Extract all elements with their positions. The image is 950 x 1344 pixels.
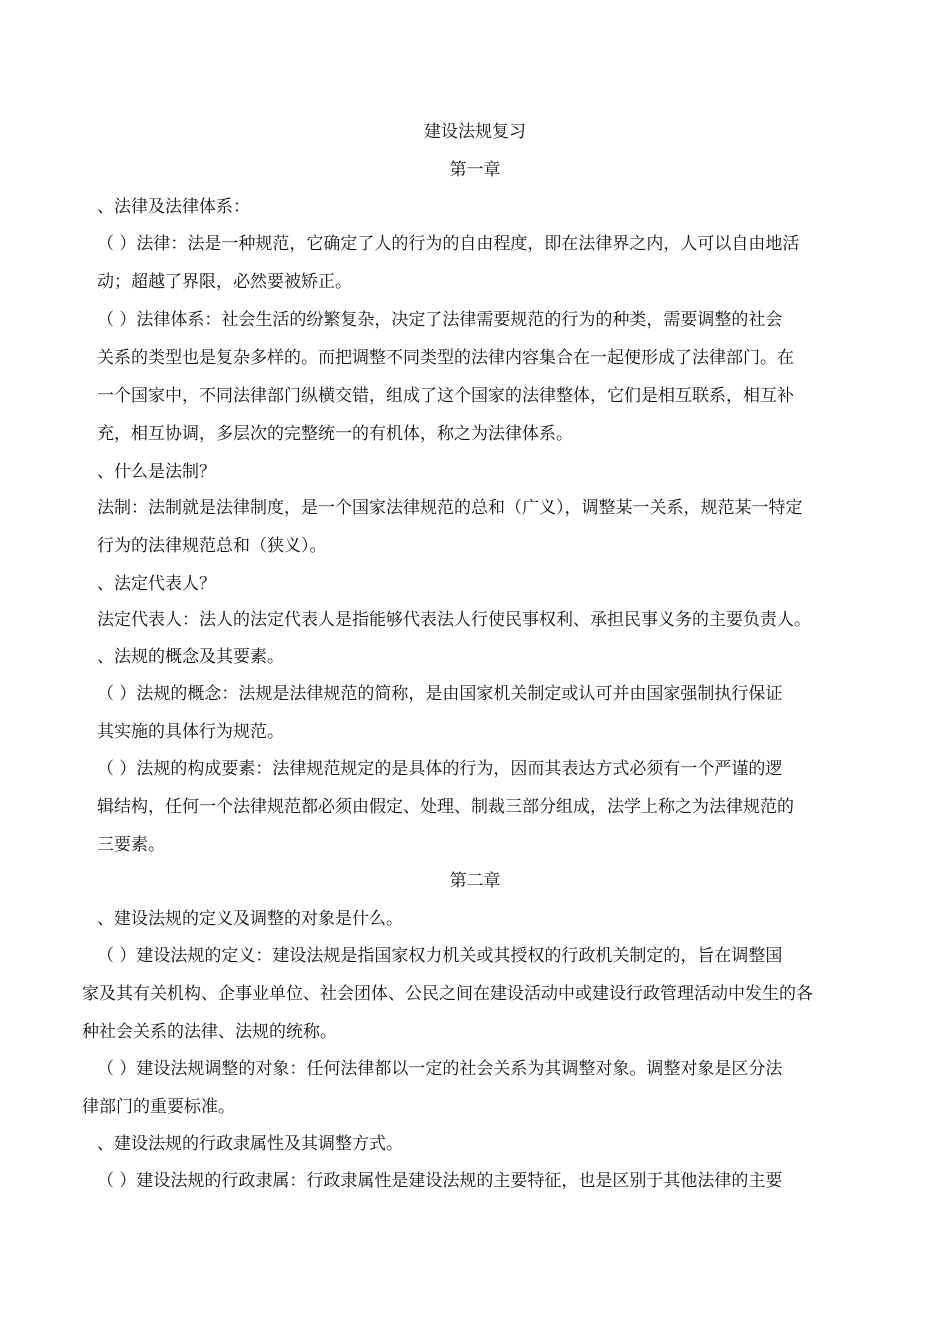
paragraph-line: （ ）法规的构成要素：法律规范规定的是具体的行为，因而其表达方式必须有一个严谨的逻 [97,759,783,779]
paragraph-line: 种社会关系的法律、法规的统称。 [82,1022,337,1042]
paragraph-line: 一个国家中，不同法律部门纵横交错，组成了这个国家的法律整体，它们是相互联系，相互补 [97,386,794,406]
paragraph-line: （ ）建设法规的定义：建设法规是指国家权力机关或其授权的行政机关制定的，旨在调整国 [97,946,783,966]
paragraph-line: （ ）法律：法是一种规范，它确定了人的行为的自由程度，即在法律界之内，人可以自由地活 [97,234,800,254]
paragraph-line: 法定代表人：法人的法定代表人是指能够代表法人行使民事权利、承担民事义务的主要负责人。 [97,610,811,630]
paragraph-line: （ ）法律体系：社会生活的纷繁复杂，决定了法律需要规范的行为的种类，需要调整的社会 [97,310,783,330]
section-heading: 、建设法规的行政隶属性及其调整方式。 [97,1134,403,1154]
paragraph-line: 其实施的具体行为规范。 [97,722,284,742]
section-heading: 、法律及法律体系： [97,197,250,217]
paragraph-line: （ ）建设法规调整的对象：任何法律都以一定的社会关系为其调整对象。调整对象是区分法 [97,1059,783,1079]
paragraph-line: 充，相互协调，多层次的完整统一的有机体，称之为法律体系。 [97,424,573,444]
paragraph-line: 律部门的重要标准。 [82,1097,235,1117]
chapter-heading: 第一章 [449,160,501,180]
paragraph-line: 动；超越了界限，必然要被矫正。 [97,272,352,292]
section-heading: 、法规的概念及其要素。 [97,647,284,667]
paragraph-line: （ ）法规的概念：法规是法律规范的简称，是由国家机关制定或认可并由国家强制执行保证 [97,684,783,704]
section-heading: 、建设法规的定义及调整的对象是什么。 [97,909,403,929]
section-heading: 、什么是法制？ [97,462,216,482]
paragraph-line: 行为的法律规范总和（狭义）。 [97,536,327,556]
paragraph-line: 法制：法制就是法律制度，是一个国家法律规范的总和（广义），调整某一关系，规范某一特定 [97,498,803,518]
paragraph-line: （ ）建设法规的行政隶属：行政隶属性是建设法规的主要特征，也是区别于其他法律的主要 [97,1171,783,1191]
paragraph-line: 三要素。 [97,835,165,855]
paragraph-line: 家及其有关机构、企事业单位、社会团体、公民之间在建设活动中或建设行政管理活动中发生的各 [82,984,813,1004]
chapter-heading: 第二章 [449,871,501,891]
paragraph-line: 关系的类型也是复杂多样的。而把调整不同类型的法律内容集合在一起便形成了法律部门。在 [97,348,794,368]
paragraph-line: 辑结构，任何一个法律规范都必须由假定、处理、制裁三部分组成，法学上称之为法律规范的 [97,797,794,817]
section-heading: 、法定代表人？ [97,574,216,594]
page-title: 建设法规复习 [424,122,526,142]
